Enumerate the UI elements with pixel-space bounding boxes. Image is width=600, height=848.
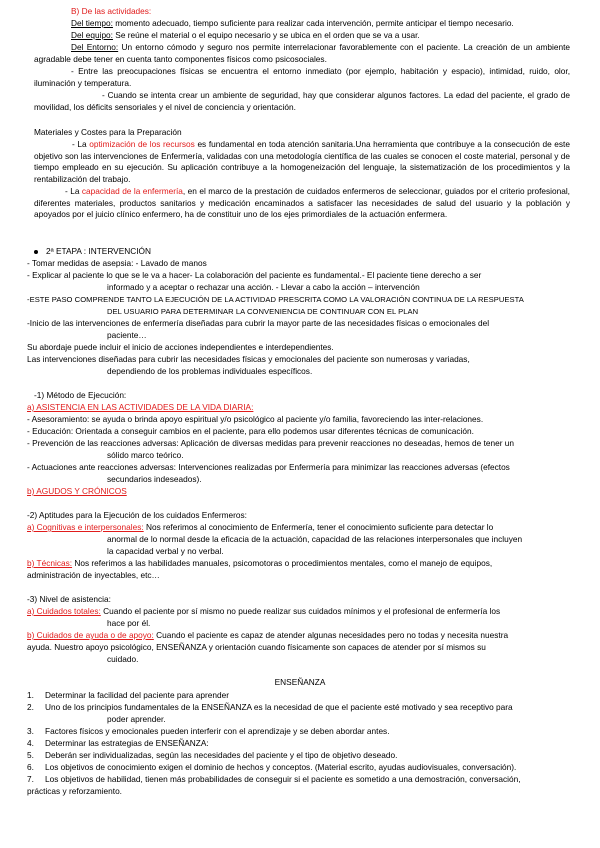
activities-heading: B) De las actividades:: [71, 6, 152, 16]
aptitudes-b-line-1: [27, 558, 492, 570]
p2-text: , en el marco de la prestación de cuidados enfermeros de seleccionar, guiados por el criterio profesional, diferentes materiales, productos sanitarios y medicación encaminados a satisfacer las necesidades de salud del usuario y la población y apoyados por el juicio clínico enfermero, ha de constituir uno de los ejes primordiales de la actuación enfermera.: [34, 186, 570, 220]
stage2-item-2b: informado y a aceptar o rechazar una acción. - Llevar a cabo la acción – intervención: [107, 282, 420, 292]
total-care-text-1: Cuando el paciente por sí mismo no puede realizar sus cuidados mínimos y el profesional de enfermería los: [100, 606, 501, 616]
bullet-icon: [34, 250, 38, 254]
method-b-heading: b) AGUDOS Y CRÓNICOS: [27, 486, 127, 496]
list-number: 4.: [27, 738, 34, 748]
stage2-start-a: -Inicio de las intervenciones de enfermería diseñadas para cubrir la mayor parte de las necesidades físicas o emocionales del: [27, 318, 490, 328]
method-action-a: - Actuaciones ante reacciones adversas: Intervenciones realizadas por Enfermería para minimizar las reacciones adversas (efectos: [27, 462, 510, 472]
method-advice: - Asesoramiento: se ayuda o brinda apoyo espiritual y/o psicológico al paciente y/o familia, favoreciendo las inter-relaciones.: [27, 414, 484, 424]
assistance-b-line-2: ayuda. Nuestro apoyo psicológico, ENSEÑANZA y orientación cuando físicamente son capaces de atender por sí mismos su: [27, 642, 486, 652]
method-a-heading: a) ASISTENCIA EN LAS ACTIVIDADES DE LA VIDA DIARIA:: [27, 402, 254, 412]
stage2-start-b: paciente…: [107, 330, 147, 340]
stage2-approach: Su abordaje puede incluir el inicio de acciones independientes e interdependientes.: [27, 342, 334, 352]
list-item: [27, 690, 229, 702]
stage2-heading: [34, 246, 151, 258]
method-heading: -1) Método de Ejecución:: [34, 390, 127, 400]
total-care-label: a) Cuidados totales:: [27, 606, 101, 616]
optimization-highlight: optimización de los recursos: [89, 139, 195, 149]
env-text: Un entorno cómodo y seguro nos permite interrelacionar favorablemente con el paciente. La creación de un ambiente agradable debe tener en cuenta tanto componentes físicos como psicosociales.: [34, 42, 571, 64]
materials-heading: Materiales y Costes para la Preparación: [34, 127, 182, 137]
list-number: 2.: [27, 702, 34, 712]
list-text: Uno de los principios fundamentales de la ENSEÑANZA es la necesidad de que el paciente esté motivado y sea receptivo para: [45, 702, 513, 712]
list-text: Determinar la facilidad del paciente para aprender: [45, 690, 230, 700]
stage2-item-2a: - Explicar al paciente lo que se le va a hacer- La colaboración del paciente es fundamental.- El paciente tiene derecho a ser: [27, 270, 482, 280]
aptitudes-b-line-2: administración de inyectables, etc…: [27, 570, 160, 580]
cognitive-text-1: Nos referimos al conocimiento de Enfermería, tener el conocimiento suficiente para detectar lo: [143, 522, 494, 532]
materials-paragraph-1: [34, 139, 570, 185]
assistance-b-line-3: cuidado.: [107, 654, 139, 664]
time-text: momento adecuado, tiempo suficiente para realizar cada intervención, permite anticipar el tiempo necesario.: [112, 18, 514, 28]
list-number: 7.: [27, 774, 34, 784]
list-item: [27, 774, 521, 786]
list-number: 6.: [27, 762, 34, 772]
method-education: - Educación: Orientada a conseguir cambios en el paciente, para ello podemos usar diferentes técnicas de comunicación.: [27, 426, 474, 436]
stage2-designed-b: dependiendo de los problemas individuales específicos.: [107, 366, 313, 376]
list-item: [27, 750, 397, 762]
list-number: 3.: [27, 726, 34, 736]
stage2-item-1: - Tomar medidas de asepsia: - Lavado de manos: [27, 258, 207, 268]
teaching-heading: ENSEÑANZA: [274, 677, 326, 687]
method-prevention-b: sólido marco teórico.: [107, 450, 184, 460]
stage2-caps-a: -ESTE PASO COMPRENDE TANTO LA EJECUCIÓN DE LA ACTIVIDAD PRESCRITA COMO LA VALORACIÓN CONTINUA DE LA RESPUESTA: [27, 295, 524, 304]
list-text: Determinar las estrategias de ENSEÑANZA:: [45, 738, 209, 748]
list-item: [27, 738, 209, 750]
activities-environment: [34, 42, 570, 65]
technical-text-1: Nos referimos a las habilidades manuales, psicomotoras o procedimientos mentales, como el manejo de equipos,: [72, 558, 493, 568]
stage2-heading-text: 2ª ETAPA : INTERVENCIÓN: [46, 246, 151, 256]
list-number: 1.: [27, 690, 34, 700]
assistance-a-line-2: hace por él.: [107, 618, 151, 628]
activities-time: [71, 18, 514, 30]
activities-safety: - Cuando se intenta crear un ambiente de seguridad, hay que considerar algunos factores. La edad del paciente, el grado de movilidad, los déficits sensoriales y el nivel de conciencia y orientación.: [34, 90, 570, 112]
list-text: Deberán ser individualizadas, según las necesidades del paciente y el tipo de objetivo deseado.: [45, 750, 398, 760]
assistance-heading: -3) Nivel de asistencia:: [27, 594, 111, 604]
list-text: Los objetivos de conocimiento exigen el dominio de hechos y conceptos. (Material escrito, ayudas audiovisuales, conversación).: [45, 762, 517, 772]
activities-team: [71, 30, 420, 42]
list-text: prácticas y reforzamiento.: [27, 786, 122, 796]
p1-prefix: - La: [72, 139, 90, 149]
list-item: [27, 726, 390, 738]
method-prevention-a: - Prevención de las reacciones adversas: Aplicación de diversas medidas para prevenir reacciones no deseadas, hemos de tener un: [27, 438, 515, 448]
technical-label: b) Técnicas:: [27, 558, 73, 568]
team-text: Se reúne el material o el equipo necesario y se ubica en el orden que se va a usar.: [112, 30, 420, 40]
time-label: Del tiempo:: [71, 18, 113, 28]
list-text: Los objetivos de habilidad, tienen más probabilidades de conseguir si el paciente es sometido a una demostración, conversación,: [45, 774, 521, 784]
capacity-highlight: capacidad de la enfermería: [81, 186, 183, 196]
aptitudes-a-line-2: anormal de lo normal desde la eficacia de la actuación, capacidad de las relaciones interpersonales que incluyen: [107, 534, 523, 544]
support-care-text-1: Cuando el paciente es capaz de atender algunas necesidades pero no todas y necesita nuestra: [153, 630, 509, 640]
stage2-caps-b: DEL USUARIO PARA DETERMINAR LA CONVENIENCIA DE CONTINUAR CON EL PLAN: [107, 307, 419, 316]
list-item: [107, 714, 166, 726]
method-action-b: secundarios indeseados).: [107, 474, 202, 484]
list-text: poder aprender.: [107, 714, 166, 724]
p2-prefix: - La: [65, 186, 82, 196]
support-care-label: b) Cuidados de ayuda o de apoyo:: [27, 630, 154, 640]
aptitudes-heading: -2) Aptitudes para la Ejecución de los cuidados Enfermeros:: [27, 510, 247, 520]
assistance-a-line-1: [27, 606, 500, 618]
aptitudes-a-line-1: [27, 522, 493, 534]
list-text: Factores físicos y emocionales pueden interferir con el aprendizaje y se deben abordar antes.: [45, 726, 390, 736]
materials-paragraph-2: [34, 186, 570, 221]
list-item: [27, 762, 516, 774]
aptitudes-a-line-3: la capacidad verbal y no verbal.: [107, 546, 224, 556]
p1-text: es fundamental en toda atención sanitaria.Una herramienta que contribuye a la consecución de este objetivo son las intervenciones de Enfermería, validadas con una metodología científica de las cuales se conocen el coste material, personal y de tiempo empleado en su ejecución. Su aplicación contribuye a la homogeneización del lenguaje, la sistematización de los procedimientos y la rentabilización del trabajo.: [34, 139, 570, 184]
team-label: Del equipo:: [71, 30, 113, 40]
assistance-b-line-1: [27, 630, 508, 642]
list-item: [27, 702, 513, 714]
activities-physical: - Entre las preocupaciones físicas se encuentra el entorno inmediato (por ejemplo, habitación y espacio), intimidad, ruido, olor, iluminación y temperatura.: [34, 66, 570, 88]
env-label: Del Entorno:: [71, 42, 119, 52]
cognitive-label: a) Cognitivas e interpersonales:: [27, 522, 144, 532]
stage2-designed-a: Las intervenciones diseñadas para cubrir las necesidades físicas y emocionales del paciente son numerosas y variadas,: [27, 354, 470, 364]
list-item: [27, 786, 122, 798]
list-number: 5.: [27, 750, 34, 760]
